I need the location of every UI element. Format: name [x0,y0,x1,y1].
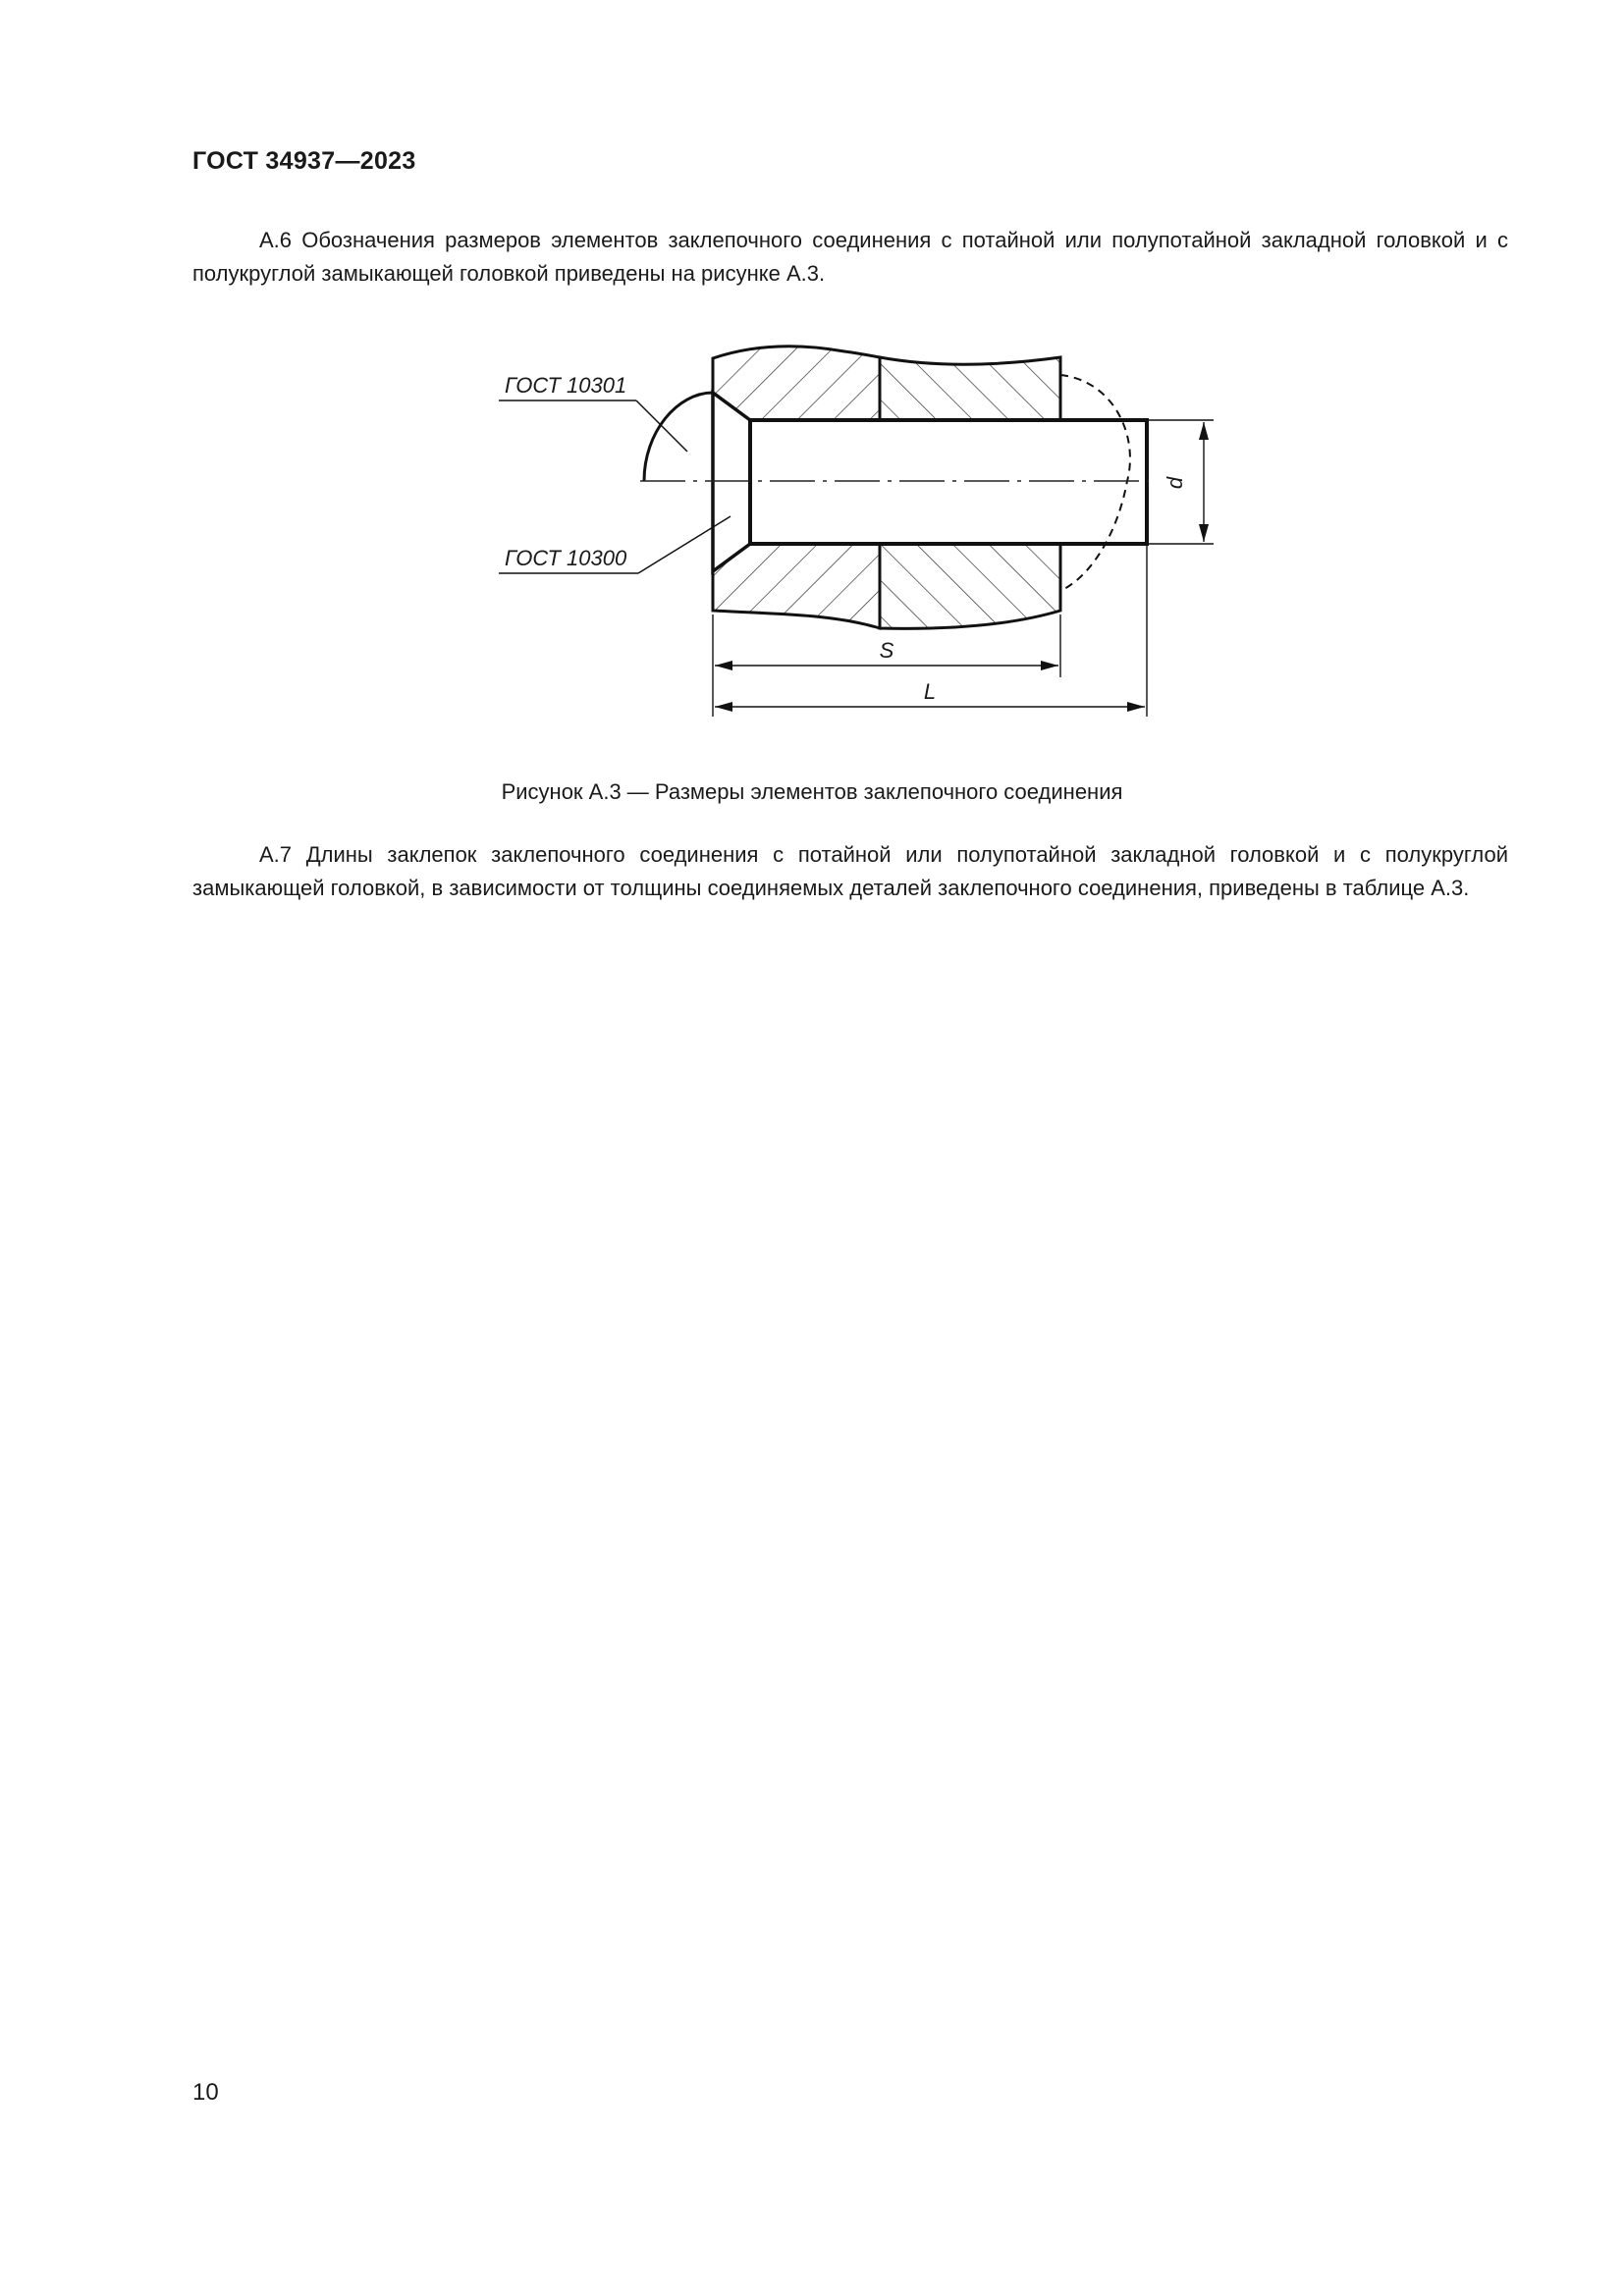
paragraph-a6 [192,224,1508,291]
dimension-label-d: d [1163,476,1187,490]
arrow-l-left [715,702,732,712]
document-header: ГОСТ 34937—2023 [192,147,416,175]
figure-rivet-joint [0,314,1624,746]
leader-top [636,400,687,452]
dimension-label-l: L [923,679,937,704]
figure-caption: Рисунок А.3 — Размеры элементов заклепочного соединения [501,779,1123,804]
arrow-d-bottom [1199,524,1209,542]
arrow-d-top [1199,422,1209,440]
plate-right-upper [880,357,1060,420]
dimension-label-s: S [879,638,894,663]
label-gost-10300: ГОСТ 10300 [505,546,627,570]
paragraph-a7-text: А.7 Длины заклепок заклепочного соединения с потайной или полупотайной закладной головкой и с полукруглой замыкающей головкой, в зависимости от толщины соединяемых деталей заклепочного соединения, приведены в таблице А.3. [192,842,1508,900]
page-number: 10 [192,2079,219,2106]
plate-right-lower [880,544,1060,628]
arrow-l-right [1127,702,1145,712]
paragraph-a7 [192,838,1508,905]
paragraph-a6-text: А.6 Обозначения размеров элементов заклепочного соединения с потайной или полупотайной закладной головкой и с полукруглой замыкающей головкой приведены на рисунке А.3. [192,228,1508,286]
label-gost-10301: ГОСТ 10301 [505,373,627,398]
arrow-s-right [1041,661,1058,670]
arrow-s-left [715,661,732,670]
plate-left-lower [713,544,880,628]
rivet-joint-drawing [0,314,1624,746]
semicircle-head-outline [644,393,713,481]
rivet-countersunk-head [713,393,750,571]
rivet-shank [750,420,1147,544]
